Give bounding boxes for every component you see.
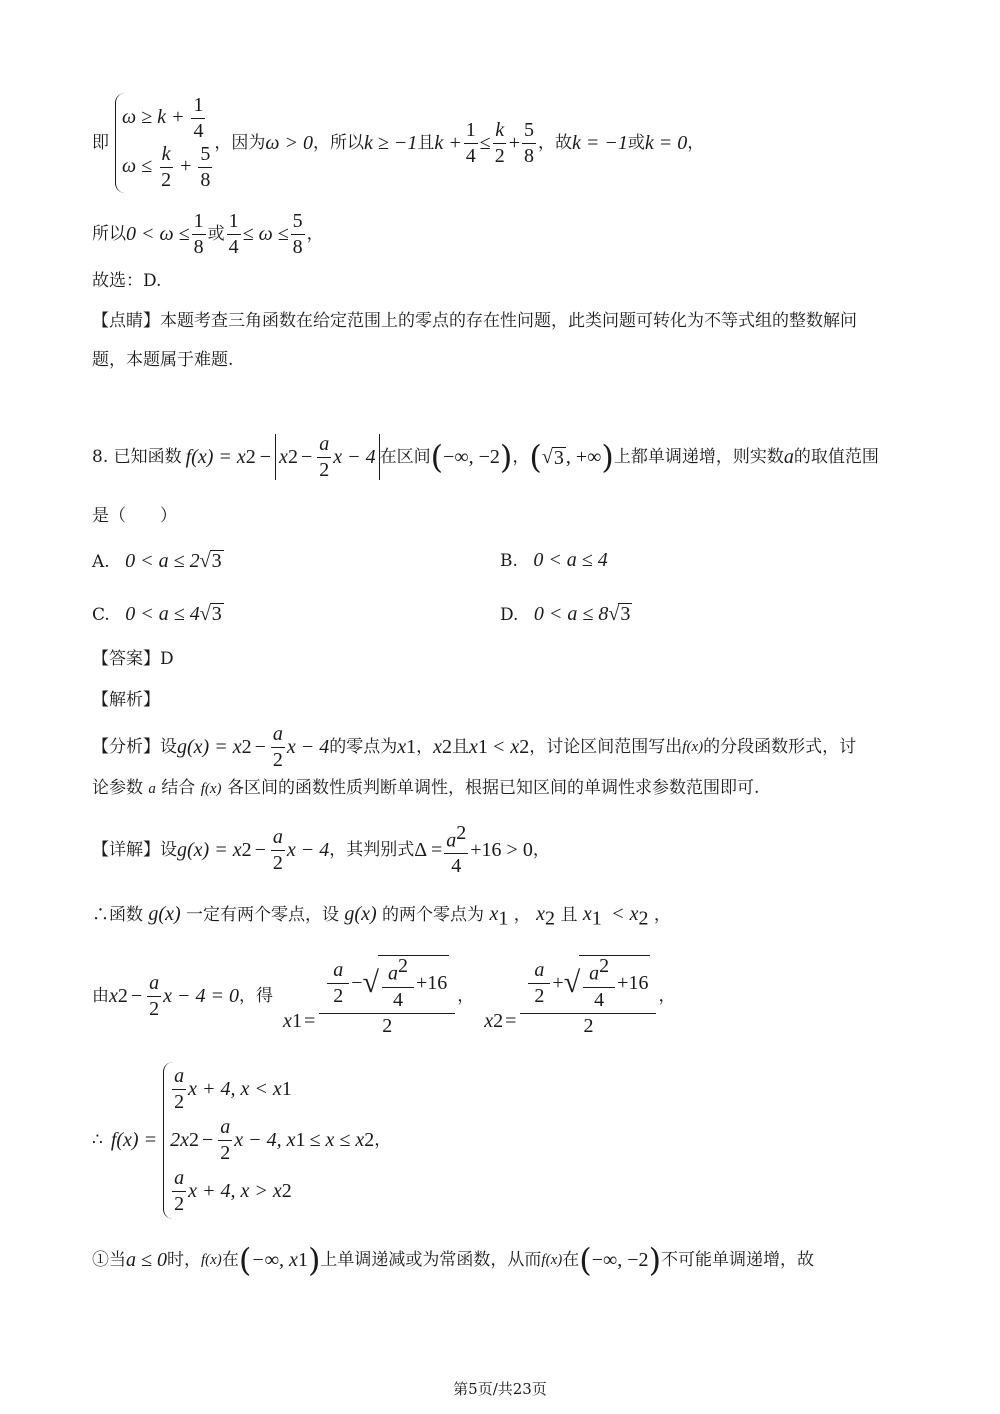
plus-16: +16 bbox=[617, 972, 649, 994]
xiangjie-line bbox=[92, 821, 550, 878]
x1-symbol: x bbox=[283, 1010, 292, 1032]
text: 的分段函数形式，讨 bbox=[703, 736, 857, 757]
den: 2 bbox=[220, 1141, 231, 1164]
text: 的两个零点为 bbox=[382, 905, 485, 925]
math: g(x) bbox=[148, 903, 181, 925]
math: ω > 0 bbox=[265, 132, 314, 154]
den: 2 bbox=[382, 1014, 393, 1037]
text: ， bbox=[512, 446, 530, 467]
sup: 2 bbox=[397, 955, 408, 978]
text: 【详解】设 bbox=[92, 839, 177, 860]
sub: 1 bbox=[281, 1078, 292, 1100]
math: ≤ ω ≤ bbox=[242, 223, 289, 245]
sub: 1 bbox=[406, 736, 417, 758]
math: x bbox=[582, 903, 592, 925]
den: 8 bbox=[524, 144, 535, 167]
sub: 1 bbox=[591, 907, 602, 930]
math: Δ = bbox=[414, 839, 443, 861]
text: 上都单调递增，则实数 bbox=[613, 446, 784, 467]
sub: 1 bbox=[477, 736, 488, 758]
den: 2 bbox=[174, 1192, 185, 1215]
text: 在区间 bbox=[379, 446, 431, 467]
num: 5 bbox=[198, 144, 212, 168]
text: 上单调递减或为常函数，从而 bbox=[320, 1249, 542, 1270]
option-d: D. 0 < a ≤ 8√3 bbox=[500, 603, 631, 625]
den: 4 bbox=[193, 120, 204, 142]
label: B. bbox=[500, 551, 518, 571]
math: k = −1 bbox=[572, 132, 628, 154]
math: k = 0 bbox=[644, 132, 688, 154]
sub: 2 bbox=[545, 907, 556, 930]
text: 一定有两个零点，设 bbox=[186, 905, 340, 925]
math: x bbox=[109, 985, 118, 1007]
option-a: A. 0 < a ≤ 2√3 bbox=[92, 550, 222, 572]
fenxi-line-1 bbox=[92, 722, 856, 772]
math: < x bbox=[491, 736, 520, 758]
den: 2 bbox=[583, 1014, 594, 1037]
num: a bbox=[528, 960, 550, 984]
den: 2 bbox=[149, 997, 160, 1020]
num: a bbox=[271, 827, 285, 851]
sup: 2 bbox=[188, 1129, 199, 1151]
sub: 2 bbox=[519, 736, 530, 758]
text: ，所以 bbox=[313, 132, 365, 153]
text: 由 bbox=[92, 985, 109, 1006]
num: 1 bbox=[191, 95, 205, 119]
line-2 bbox=[92, 208, 324, 260]
math: x bbox=[469, 736, 478, 758]
page-footer: 第5页/共23页 bbox=[453, 1380, 547, 1398]
text: ， bbox=[513, 905, 531, 925]
interval: −∞, x bbox=[251, 1249, 298, 1271]
math: − bbox=[254, 839, 266, 861]
text: 即 bbox=[92, 132, 109, 153]
text: ， bbox=[374, 1129, 392, 1150]
text: ，得 bbox=[239, 985, 274, 1006]
num: a bbox=[172, 1168, 186, 1192]
num: a bbox=[327, 960, 349, 984]
math: a bbox=[783, 446, 794, 468]
text: ， bbox=[653, 905, 671, 925]
sub: 2 bbox=[281, 1180, 292, 1202]
text: 8. 已知函数 bbox=[92, 446, 182, 467]
text: 或 bbox=[207, 223, 225, 244]
line-1-system bbox=[92, 88, 704, 198]
line-4b: 题，本题属于难题. bbox=[92, 350, 234, 370]
math: x − 4 = 0 bbox=[163, 985, 240, 1007]
num: 5 bbox=[522, 120, 536, 144]
den: 8 bbox=[200, 169, 211, 191]
therefore: ∴ bbox=[92, 1129, 103, 1150]
text: 【分析】设 bbox=[92, 736, 177, 757]
text: ， bbox=[306, 223, 324, 244]
den: 8 bbox=[193, 235, 204, 258]
math: − bbox=[300, 446, 313, 468]
math: f(x) bbox=[200, 781, 222, 797]
equals: = bbox=[303, 1010, 316, 1032]
option-c: C. 0 < a ≤ 4√3 bbox=[92, 603, 222, 625]
num: 1 bbox=[227, 211, 241, 235]
num: 1 bbox=[464, 120, 478, 144]
text: ，讨论区间范围写出 bbox=[529, 736, 683, 757]
math: x bbox=[279, 446, 288, 468]
text: 的零点为 bbox=[329, 736, 398, 757]
root-x1: $\frac{a}{2}$ − √ $\frac{a^2}{4}$ +16 2 bbox=[319, 955, 455, 1037]
minus: − bbox=[201, 1129, 214, 1151]
text: ，其判别式 bbox=[329, 839, 415, 860]
sub: 1 bbox=[291, 1010, 302, 1032]
den: 4 bbox=[392, 988, 403, 1011]
minus: − bbox=[351, 971, 363, 994]
ineq-2: ω ≤ bbox=[122, 155, 153, 178]
sup: 2 bbox=[241, 839, 252, 861]
num: a bbox=[147, 973, 161, 997]
sub: 2 bbox=[493, 1010, 504, 1032]
num: a bbox=[589, 962, 600, 985]
math: 0 < a ≤ 4 bbox=[125, 603, 200, 625]
sqrt: 3 bbox=[553, 446, 564, 469]
interval: −∞, −2 bbox=[591, 1249, 649, 1271]
ineq-1: ω ≥ k + bbox=[122, 106, 185, 129]
interval: , +∞ bbox=[565, 446, 602, 468]
den: 2 bbox=[272, 851, 283, 874]
plus: + bbox=[552, 971, 564, 994]
math: − bbox=[130, 985, 143, 1007]
text: ， bbox=[457, 985, 475, 1006]
sup: 2 bbox=[117, 985, 128, 1007]
num: k bbox=[160, 144, 173, 168]
therefore-line bbox=[92, 904, 671, 928]
den: 8 bbox=[292, 235, 303, 258]
sup: 2 bbox=[287, 446, 298, 468]
analysis-title: 【解析】 bbox=[92, 690, 160, 710]
roots-line bbox=[92, 954, 675, 1038]
math: 0 < a ≤ 4 bbox=[533, 549, 608, 571]
math: x − 4 bbox=[286, 736, 330, 758]
num: k bbox=[493, 120, 506, 144]
x2-symbol: x bbox=[484, 1010, 494, 1032]
den: 2 bbox=[272, 748, 283, 771]
plus-16: +16 bbox=[415, 972, 448, 994]
piecewise-f bbox=[92, 1056, 391, 1224]
num: a bbox=[446, 829, 457, 852]
math: f(x) bbox=[541, 1251, 563, 1268]
den: 4 bbox=[451, 855, 462, 878]
plus: + bbox=[180, 155, 192, 178]
line-4a: 【点睛】本题考查三角函数在给定范围上的零点的存在性问题，此类问题可转化为不等式组的整数解问 bbox=[92, 311, 857, 331]
label: A. bbox=[92, 552, 110, 572]
math: k ≥ −1 bbox=[364, 132, 418, 154]
math: ≤ bbox=[479, 132, 491, 154]
math: g(x) bbox=[344, 903, 377, 925]
text: ， bbox=[687, 132, 705, 153]
text: ，故 bbox=[538, 132, 573, 153]
math: a ≤ 0 bbox=[126, 1249, 167, 1271]
math: x − 4 bbox=[286, 839, 330, 861]
num: a bbox=[317, 434, 331, 458]
text: 时， bbox=[166, 1249, 201, 1270]
label: C. bbox=[92, 605, 110, 625]
den: 4 bbox=[228, 235, 239, 258]
math: 0 < a ≤ 2 bbox=[125, 550, 200, 572]
den: 2 bbox=[174, 1090, 185, 1113]
math: x bbox=[536, 903, 546, 925]
case-2: x − 4, x bbox=[234, 1129, 296, 1151]
fenxi-line-2 bbox=[92, 780, 759, 797]
text: 论参数 bbox=[92, 778, 143, 798]
den: 4 bbox=[594, 988, 605, 1011]
text: 的取值范围 bbox=[793, 446, 879, 467]
text: ， bbox=[658, 985, 676, 1006]
sub: 2 bbox=[442, 736, 453, 758]
num: a bbox=[387, 962, 398, 985]
den: 4 bbox=[465, 144, 476, 167]
text: 各区间的函数性质判断单调性，根据已知区间的单调性求参数范围即可. bbox=[226, 778, 760, 798]
piecewise-brace bbox=[163, 1062, 374, 1219]
case-2: 2x bbox=[170, 1129, 189, 1151]
math: g(x) = x bbox=[177, 736, 242, 758]
math: < x bbox=[611, 903, 639, 925]
text: 或 bbox=[627, 132, 645, 153]
math: f(x) = bbox=[110, 1129, 158, 1151]
sqrt: 3 bbox=[211, 603, 222, 625]
sub: 2 bbox=[364, 1129, 375, 1151]
system-brace bbox=[115, 93, 214, 193]
math: g(x) = x bbox=[177, 839, 242, 861]
interval: −∞, −2 bbox=[443, 446, 500, 468]
num: 5 bbox=[291, 211, 305, 235]
sub: 1 bbox=[498, 907, 509, 930]
math: x bbox=[489, 903, 499, 925]
sup: 2 bbox=[241, 736, 252, 758]
equals: = bbox=[505, 1010, 517, 1032]
text: 且 bbox=[560, 905, 578, 925]
math: f(x) bbox=[682, 738, 704, 755]
math: f(x) bbox=[200, 1251, 222, 1268]
math: k + bbox=[434, 132, 462, 154]
den: 2 bbox=[161, 169, 172, 191]
answer: 【答案】D bbox=[92, 649, 174, 669]
den: 2 bbox=[333, 984, 344, 1007]
text: ， bbox=[416, 736, 434, 757]
text: ①当 bbox=[92, 1249, 126, 1270]
math: 0 < a ≤ 8 bbox=[533, 603, 609, 625]
question-8-line-2: 是（ ） bbox=[92, 506, 177, 526]
num: 1 bbox=[192, 211, 206, 235]
sup: 2 bbox=[456, 821, 467, 844]
text: 结合 bbox=[161, 778, 196, 798]
abs-expr bbox=[275, 434, 380, 480]
num: a bbox=[172, 1066, 186, 1090]
case-2: ≤ x ≤ x bbox=[309, 1129, 365, 1151]
math: f(x) = x bbox=[185, 446, 246, 468]
line-3: 故选：D. bbox=[92, 271, 162, 291]
label: D. bbox=[500, 605, 519, 625]
text: 不可能单调递增，故 bbox=[661, 1249, 815, 1270]
sqrt: 3 bbox=[620, 603, 631, 625]
text: 所以 bbox=[92, 223, 126, 244]
math: + bbox=[508, 132, 521, 154]
root-x2: $\frac{a}{2}$ + √ $\frac{a^2}{4}$ +16 2 bbox=[520, 955, 656, 1037]
math: x bbox=[433, 736, 443, 758]
case-1: x + 4, x < x bbox=[188, 1078, 282, 1100]
den: 2 bbox=[494, 144, 505, 167]
text: 且 bbox=[417, 132, 435, 153]
math: a bbox=[148, 781, 156, 797]
math: x bbox=[397, 736, 407, 758]
text: 在 bbox=[221, 1249, 239, 1270]
text: ， bbox=[532, 839, 550, 860]
math: 0 < ω ≤ bbox=[126, 223, 190, 245]
sub: 1 bbox=[297, 1249, 308, 1271]
text: ∴函数 bbox=[92, 905, 143, 925]
den: 2 bbox=[534, 984, 545, 1007]
math: − bbox=[254, 736, 266, 758]
math: − bbox=[259, 446, 272, 468]
text: 在 bbox=[562, 1249, 580, 1270]
math: +16 > 0 bbox=[470, 839, 533, 861]
text: ，因为 bbox=[214, 132, 266, 153]
den: 2 bbox=[319, 458, 330, 481]
case-1-line: ①当 a ≤ 0 时， f(x) 在 ( −∞, x 1 ) 上单调递减或为常函数，从而 f(x) 在 ( −∞, −2 ) 不可能单调递增，故 bbox=[92, 1241, 815, 1279]
question-8-line-1: 8. 已知函数 f(x) = x 2 − x 2 − $\frac{a}{2}$ x − 4 在区间 ( −∞, −2 ) ， ( √ 3 , +∞ ) 上都单调递增，则实数 a 的取值范围 bbox=[92, 432, 879, 481]
text: 且 bbox=[452, 736, 470, 757]
sqrt: 3 bbox=[211, 550, 222, 572]
sub: 1 bbox=[295, 1129, 306, 1151]
num: a bbox=[271, 724, 285, 748]
sub: 2 bbox=[638, 907, 649, 930]
option-b bbox=[500, 550, 608, 570]
sup: 2 bbox=[245, 446, 256, 468]
sup: 2 bbox=[599, 955, 610, 978]
math: x − 4 bbox=[333, 446, 376, 468]
case-3: x + 4, x > x bbox=[188, 1180, 282, 1202]
num: a bbox=[218, 1117, 232, 1141]
